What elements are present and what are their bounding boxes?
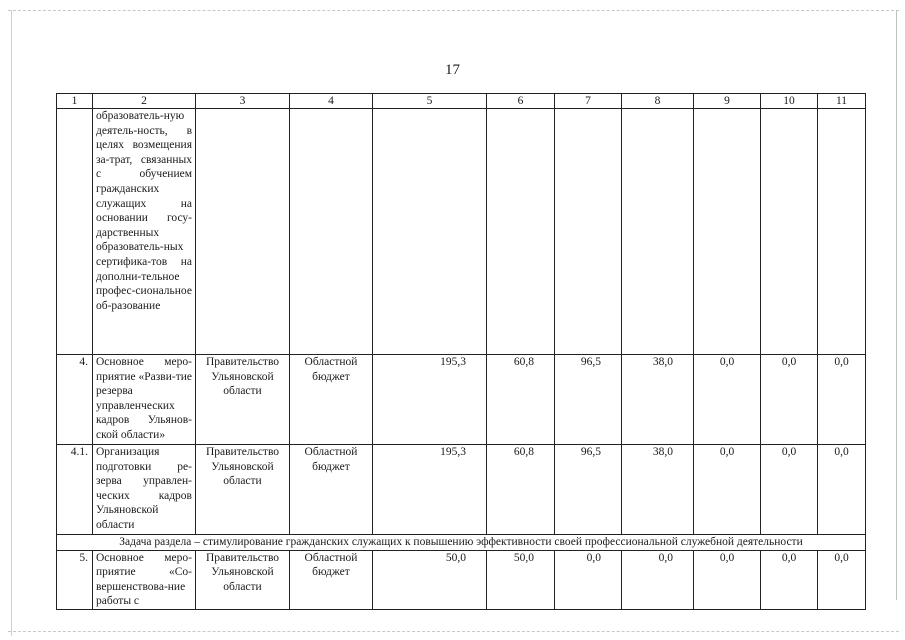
column-header-3: 3 [196,94,290,109]
cell-empty [487,109,555,355]
column-header-10: 10 [761,94,818,109]
row-funding-source: Областной бюджет [290,445,373,535]
table-row-continuation [57,109,866,355]
continuation-name-cell: образователь-ную деятель-ность, в целях возмещения за-трат, связанных с обучением гражданских служащих на основании госу-дарственных образователь-ных сертифика-тов на дополни-тельное профес-сиональное об-разование [93,109,196,355]
table-row [57,445,866,535]
row-value-9: 0,0 [694,445,761,535]
cell-empty [373,109,487,355]
row-value-10: 0,0 [761,355,818,445]
row-name: Основное меро-приятие «Разви-тие резерва управленческих кадров Ульянов-ской области» [93,355,196,445]
table-row [57,550,866,609]
budget-table [56,93,866,610]
cell-num [57,109,93,355]
cell-empty [818,109,866,355]
row-value-10: 0,0 [761,550,818,609]
cell-empty [694,109,761,355]
scan-border-left [11,10,12,636]
row-value-8: 0,0 [622,550,694,609]
column-header-8: 8 [622,94,694,109]
column-header-7: 7 [555,94,622,109]
row-value-7: 96,5 [555,445,622,535]
row-value-6: 60,8 [487,445,555,535]
cell-empty [555,109,622,355]
row-value-8: 38,0 [622,445,694,535]
row-value-11: 0,0 [818,550,866,609]
row-value-11: 0,0 [818,355,866,445]
row-value-5: 50,0 [373,550,487,609]
row-value-9: 0,0 [694,550,761,609]
task-heading: Задача раздела – стимулирование гражданских служащих к повышению эффективности своей профессиональной служебной деятельности [57,535,866,551]
scan-border-top [8,10,899,11]
row-organization: Правительство Ульяновской области [196,550,290,609]
column-header-1: 1 [57,94,93,109]
cell-empty [290,109,373,355]
scan-border-right [896,10,897,600]
row-value-11: 0,0 [818,445,866,535]
row-funding-source: Областной бюджет [290,550,373,609]
column-header-2: 2 [93,94,196,109]
row-organization: Правительство Ульяновской области [196,445,290,535]
row-value-7: 96,5 [555,355,622,445]
row-value-8: 38,0 [622,355,694,445]
task-row [57,535,866,551]
column-header-6: 6 [487,94,555,109]
row-value-5: 195,3 [373,445,487,535]
column-header-4: 4 [290,94,373,109]
row-number: 4. [57,355,93,445]
cell-empty [196,109,290,355]
cell-empty [761,109,818,355]
row-value-9: 0,0 [694,355,761,445]
row-number: 5. [57,550,93,609]
column-header-9: 9 [694,94,761,109]
cell-empty [622,109,694,355]
row-funding-source: Областной бюджет [290,355,373,445]
column-header-5: 5 [373,94,487,109]
row-name: Основное меро-приятие «Со-вершенствова-ние работы с [93,550,196,609]
row-name: Организация подготовки ре-зерва управлен-ческих кадров Ульяновской области [93,445,196,535]
row-value-5: 195,3 [373,355,487,445]
row-value-7: 0,0 [555,550,622,609]
row-organization: Правительство Ульяновской области [196,355,290,445]
row-number: 4.1. [57,445,93,535]
page-number: 17 [445,62,460,78]
column-header-11: 11 [818,94,866,109]
table-row [57,355,866,445]
scan-border-bottom [8,631,899,632]
table-header-row [57,94,866,109]
row-value-6: 60,8 [487,355,555,445]
row-value-10: 0,0 [761,445,818,535]
row-value-6: 50,0 [487,550,555,609]
